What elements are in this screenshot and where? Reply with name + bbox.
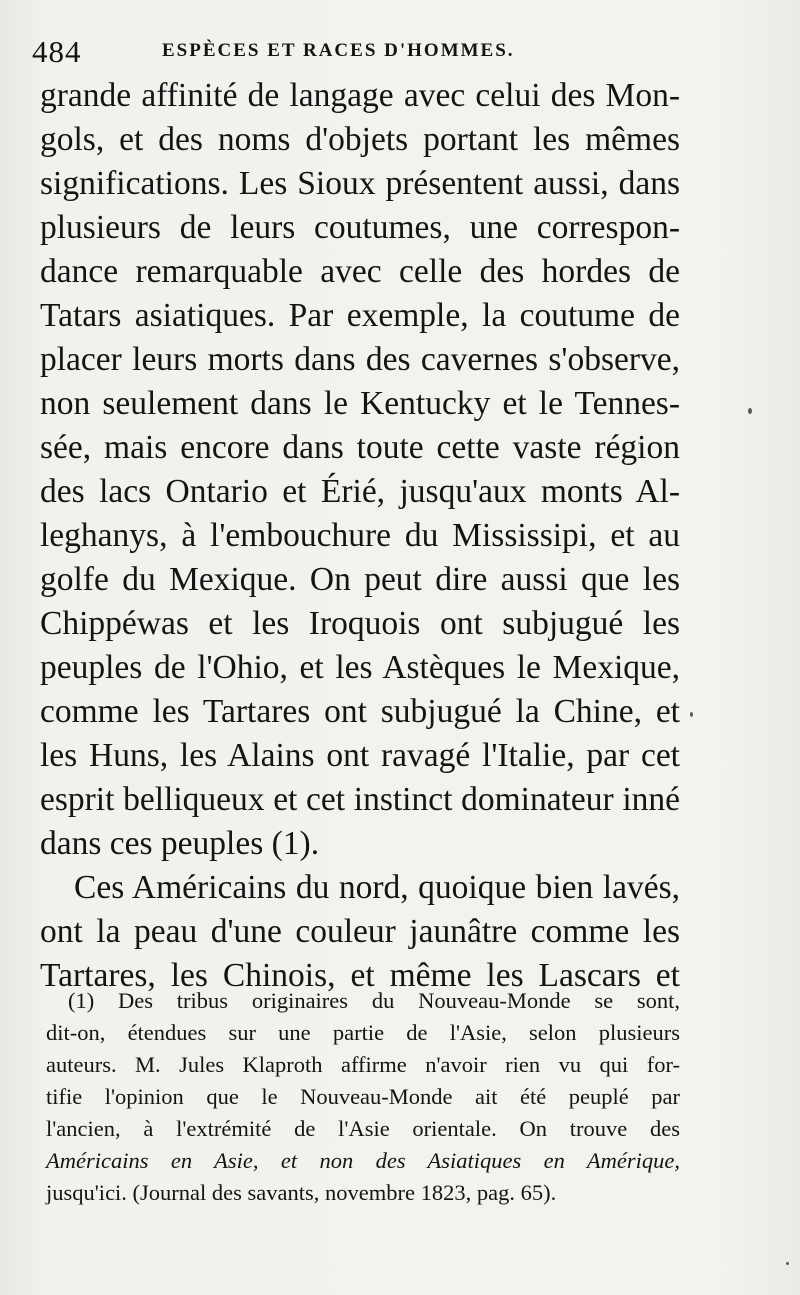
text-line: sée, mais encore dans toute cette vaste région bbox=[40, 429, 680, 466]
page-header bbox=[32, 32, 732, 72]
text-line: dance remarquable avec celle des hordes de bbox=[40, 253, 680, 290]
text-line: ont la peau d'une couleur jaunâtre comme les bbox=[40, 913, 680, 950]
text-line: golfe du Mexique. On peut dire aussi que les bbox=[40, 561, 680, 598]
text-line: plusieurs de leurs coutumes, une correspon- bbox=[40, 209, 680, 246]
ink-speck bbox=[786, 1262, 789, 1265]
footnote-line: l'ancien, à l'extrémité de l'Asie orientale. On trouve des bbox=[46, 1116, 680, 1141]
text-line: Tartares, les Chinois, et même les Lascars et bbox=[40, 957, 680, 994]
text-line: Tatars asiatiques. Par exemple, la coutume de bbox=[40, 297, 680, 334]
text-line: placer leurs morts dans des cavernes s'observe, bbox=[40, 341, 680, 378]
footnote-line: tifie l'opinion que le Nouveau-Monde ait été peuplé par bbox=[46, 1084, 680, 1109]
text-line: leghanys, à l'embouchure du Mississipi, et au bbox=[40, 517, 680, 554]
text-line: significations. Les Sioux présentent aussi, dans bbox=[40, 165, 680, 202]
footnote-line: Américains en Asie, et non des Asiatiques en Amérique, bbox=[46, 1148, 680, 1173]
body-text bbox=[40, 74, 680, 998]
running-title: ESPÈCES ET RACES D'HOMMES. bbox=[162, 40, 515, 61]
ink-speck bbox=[748, 408, 752, 414]
text-line: non seulement dans le Kentucky et le Tennes- bbox=[40, 385, 680, 422]
footnote bbox=[46, 985, 680, 1209]
ink-speck bbox=[690, 712, 693, 717]
footnote-line: (1) Des tribus originaires du Nouveau-Monde se sont, bbox=[68, 988, 680, 1013]
text-line: grande affinité de langage avec celui des Mon- bbox=[40, 77, 680, 114]
page-number: 484 bbox=[32, 34, 82, 69]
text-line: Ces Américains du nord, quoique bien lavés, bbox=[74, 869, 680, 906]
text-line: dans ces peuples (1). bbox=[40, 825, 320, 862]
text-line: peuples de l'Ohio, et les Astèques le Mexique, bbox=[40, 649, 680, 686]
text-line: des lacs Ontario et Érié, jusqu'aux monts Al- bbox=[40, 473, 680, 510]
footnote-line: jusqu'ici. (Journal des savants, novembre 1823, pag. 65). bbox=[46, 1180, 557, 1205]
text-line: Chippéwas et les Iroquois ont subjugué les bbox=[40, 605, 680, 642]
footnote-line: dit-on, étendues sur une partie de l'Asie, selon plusieurs bbox=[46, 1020, 680, 1045]
footnote-line: auteurs. M. Jules Klaproth affirme n'avoir rien vu qui for- bbox=[46, 1052, 680, 1077]
text-line: les Huns, les Alains ont ravagé l'Italie, par cet bbox=[40, 737, 680, 774]
text-line: gols, et des noms d'objets portant les mêmes bbox=[40, 121, 680, 158]
text-line: comme les Tartares ont subjugué la Chine, et bbox=[40, 693, 680, 730]
text-line: esprit belliqueux et cet instinct dominateur inné bbox=[40, 781, 680, 818]
